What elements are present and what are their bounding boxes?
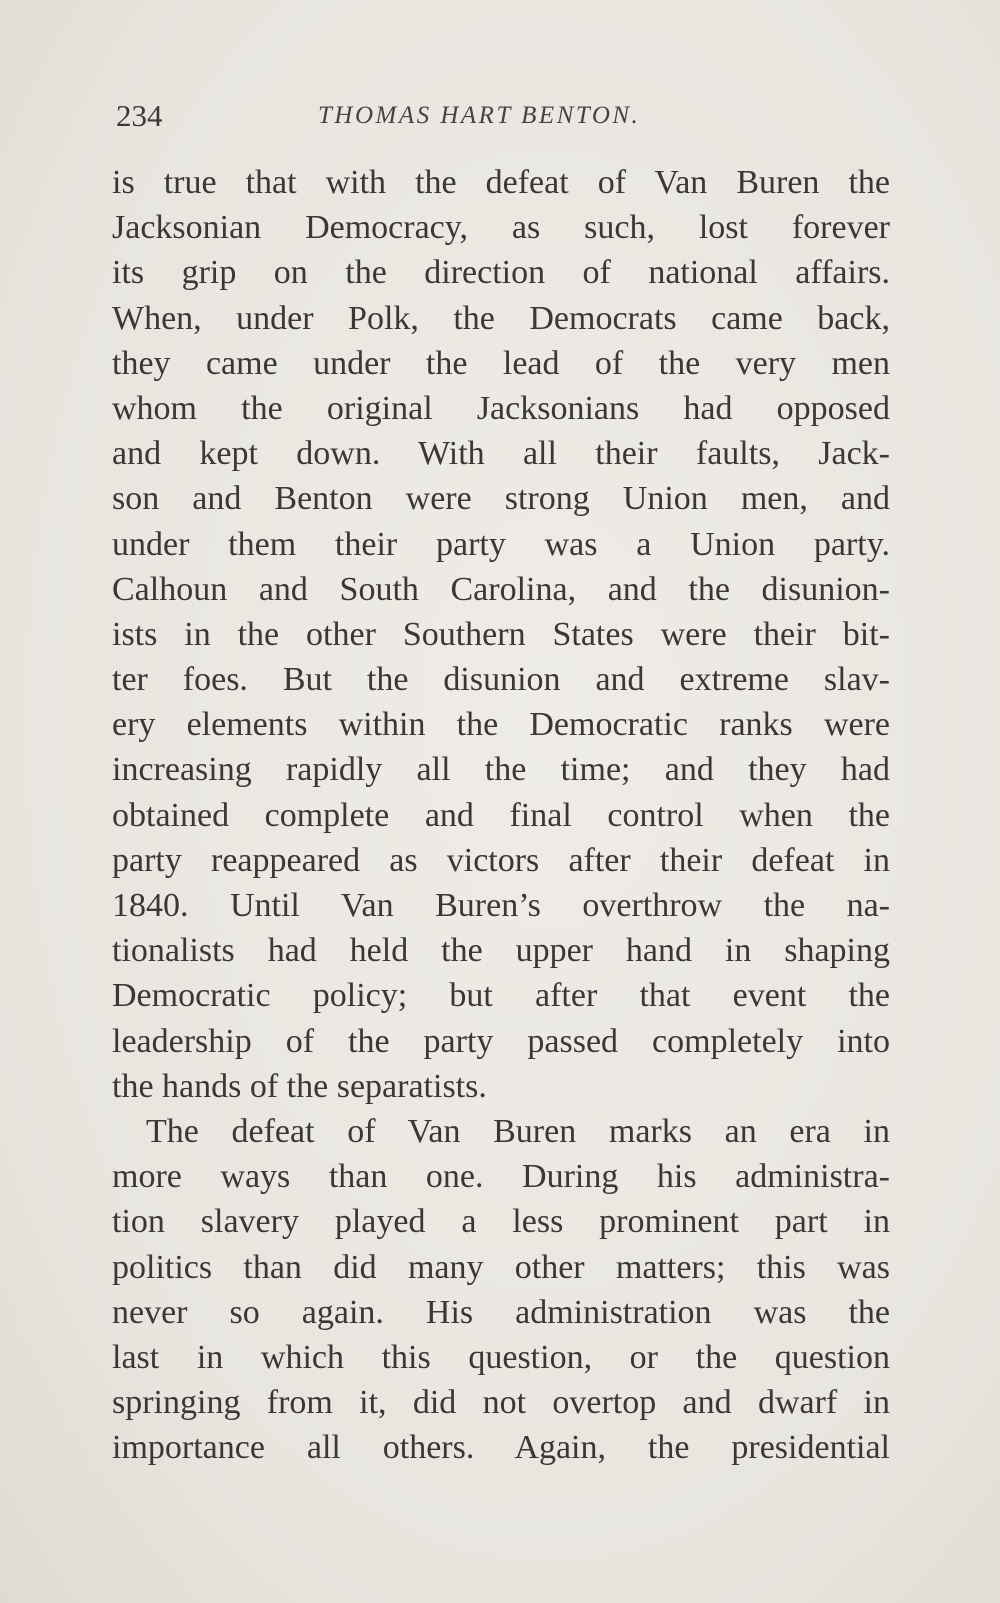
text-line: is true that with the defeat of Van Buren the bbox=[112, 164, 890, 201]
text-line: son and Benton were strong Union men, and bbox=[112, 480, 890, 518]
text-line: Calhoun and South Carolina, and the disunion- bbox=[112, 570, 890, 608]
text-line: ery elements within the Democratic ranks were bbox=[112, 706, 890, 744]
text-line: ter foes. But the disunion and extreme slav- bbox=[112, 661, 890, 699]
text-line: politics than did many other matters; this was bbox=[112, 1248, 890, 1286]
running-head bbox=[116, 94, 888, 138]
running-title: THOMAS HART BENTON. bbox=[318, 102, 641, 129]
text-line: its grip on the direction of national affairs. bbox=[112, 254, 890, 292]
text-line: increasing rapidly all the time; and they had bbox=[112, 751, 890, 789]
text-line: 1840. Until Van Buren’s overthrow the na- bbox=[112, 887, 890, 924]
text-line: The defeat of Van Buren marks an era in bbox=[146, 1112, 890, 1150]
body-text bbox=[112, 160, 890, 1470]
text-line: ists in the other Southern States were their bit- bbox=[112, 615, 890, 653]
text-line: never so again. His administration was the bbox=[112, 1293, 890, 1331]
text-line: obtained complete and final control when the bbox=[112, 796, 890, 834]
text-line: leadership of the party passed completely into bbox=[112, 1022, 890, 1060]
text-line: last in which this question, or the question bbox=[112, 1338, 890, 1376]
text-line: and kept down. With all their faults, Jack- bbox=[112, 435, 890, 473]
text-line: Jacksonian Democracy, as such, lost forever bbox=[112, 209, 890, 247]
text-line: tionalists had held the upper hand in shaping bbox=[112, 932, 890, 970]
page-number: 234 bbox=[116, 98, 163, 133]
text-line: importance all others. Again, the presidential bbox=[112, 1429, 890, 1467]
text-line: springing from it, did not overtop and dwarf in bbox=[112, 1384, 890, 1422]
text-line: When, under Polk, the Democrats came back, bbox=[112, 299, 890, 337]
text-line: they came under the lead of the very men bbox=[112, 344, 890, 382]
text-line: more ways than one. During his administra- bbox=[112, 1158, 890, 1196]
text-line: under them their party was a Union party. bbox=[112, 525, 890, 563]
paragraph-2 bbox=[112, 1109, 890, 1471]
text-line: tion slavery played a less prominent part in bbox=[112, 1203, 890, 1241]
paragraph-1 bbox=[112, 160, 890, 1109]
text-line: whom the original Jacksonians had opposed bbox=[112, 389, 890, 427]
text-line: the hands of the separatists. bbox=[112, 1067, 487, 1105]
text-line: Democratic policy; but after that event the bbox=[112, 977, 890, 1015]
text-line: party reappeared as victors after their defeat in bbox=[112, 841, 890, 879]
